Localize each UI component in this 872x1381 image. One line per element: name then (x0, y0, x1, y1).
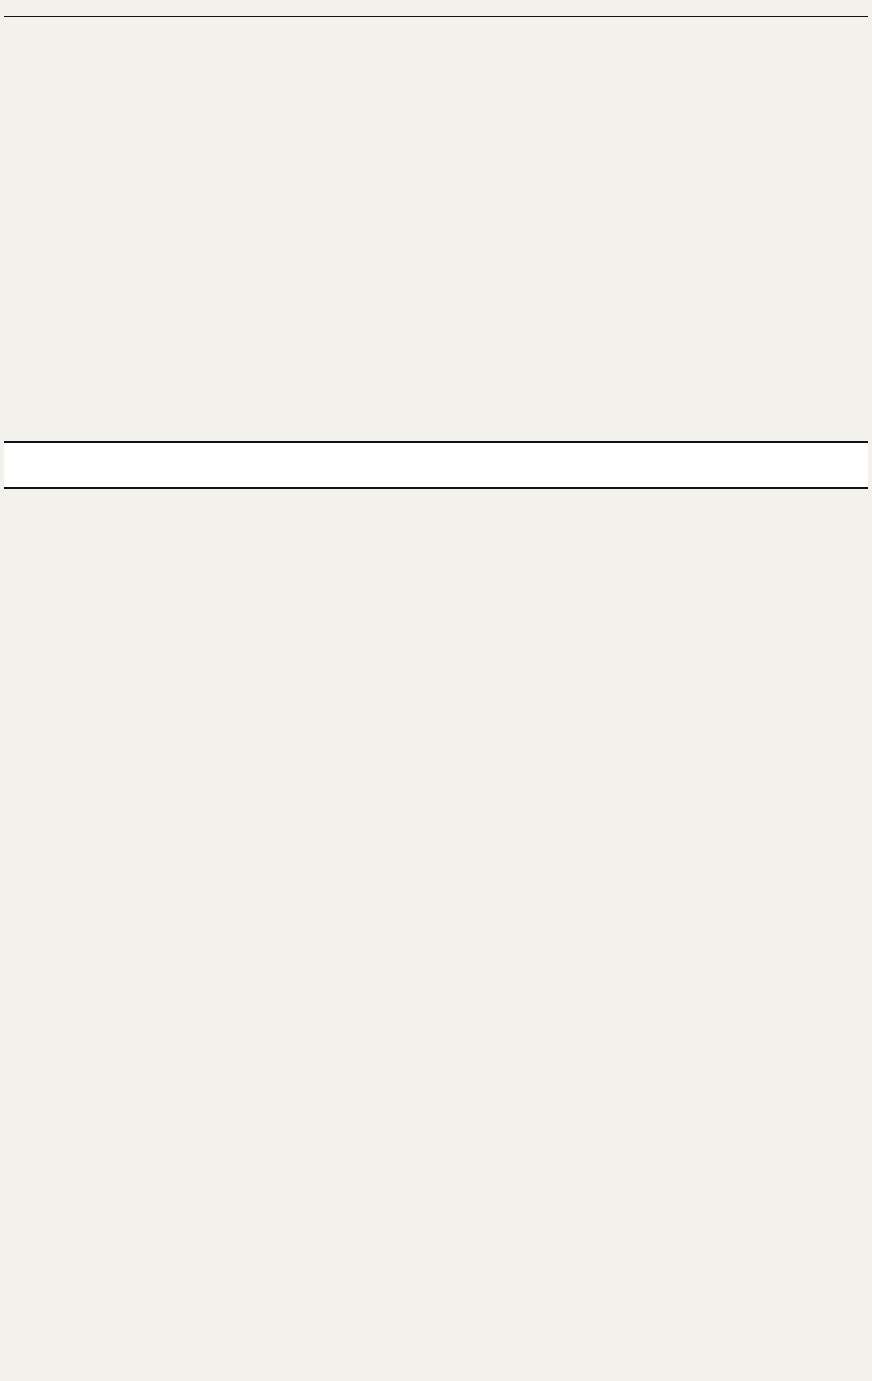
home-service-guide-banner (4, 441, 868, 489)
page-folio (4, 2, 868, 16)
service-guide-columns (4, 488, 868, 1376)
top-rule (4, 16, 868, 17)
help-wanted-columns (4, 18, 868, 438)
